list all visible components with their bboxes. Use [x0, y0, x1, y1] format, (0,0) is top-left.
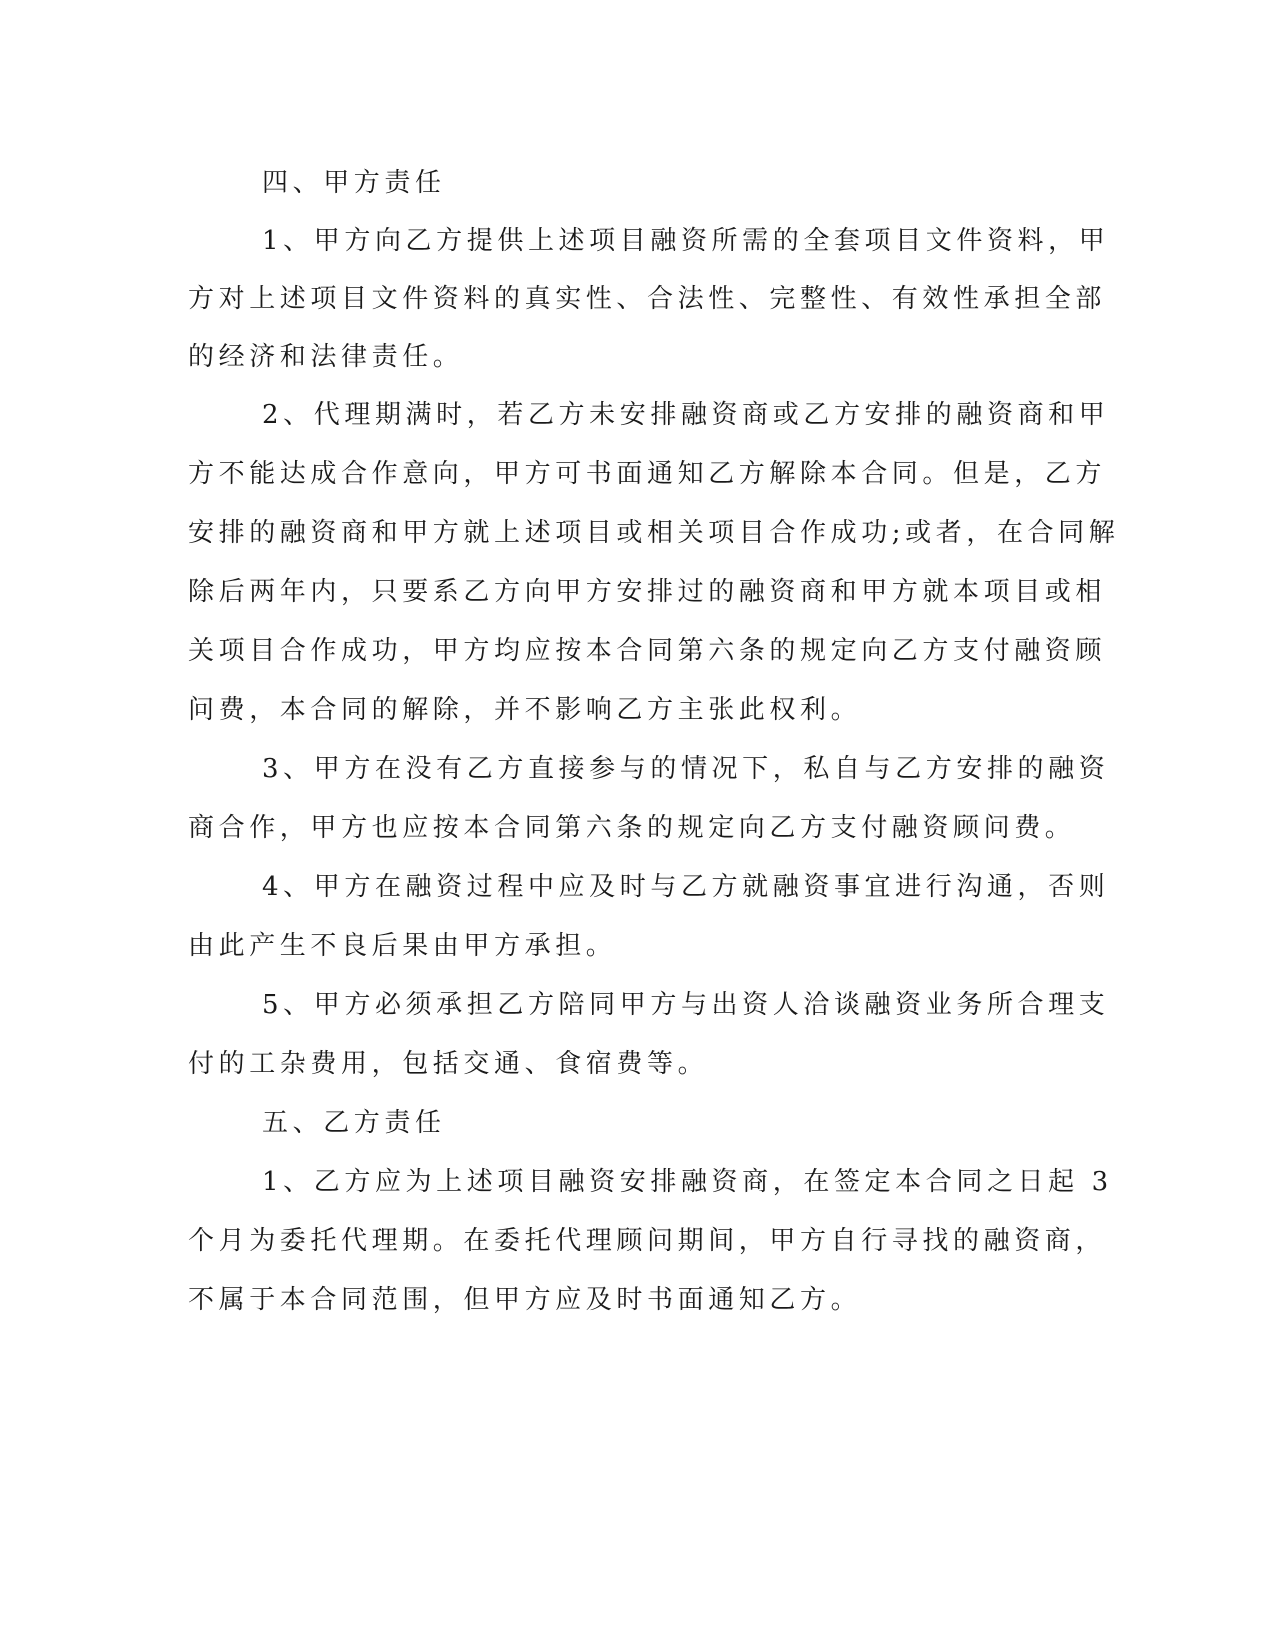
paragraph-line: 由此产生不良后果由甲方承担。	[188, 931, 617, 961]
paragraph-line: 方不能达成合作意向，甲方可书面通知乙方解除本合同。但是，乙方	[188, 459, 1107, 489]
paragraph-line: 安排的融资商和甲方就上述项目或相关项目合作成功;或者，在合同解	[188, 518, 1120, 548]
section-heading-party-b-responsibilities: 五、乙方责任	[262, 1108, 446, 1138]
paragraph-line: 5、甲方必须承担乙方陪同甲方与出资人洽谈融资业务所合理支	[262, 990, 1110, 1020]
paragraph-line: 问费，本合同的解除，并不影响乙方主张此权利。	[188, 695, 862, 725]
section-heading-party-a-responsibilities: 四、甲方责任	[262, 168, 446, 198]
paragraph-line: 方对上述项目文件资料的真实性、合法性、完整性、有效性承担全部	[188, 284, 1107, 314]
paragraph-line: 个月为委托代理期。在委托代理顾问期间，甲方自行寻找的融资商，	[188, 1226, 1107, 1256]
paragraph-line: 不属于本合同范围，但甲方应及时书面通知乙方。	[188, 1285, 862, 1315]
paragraph-line: 除后两年内，只要系乙方向甲方安排过的融资商和甲方就本项目或相	[188, 577, 1107, 607]
paragraph-line: 1、乙方应为上述项目融资安排融资商，在签定本合同之日起 3	[262, 1167, 1113, 1197]
paragraph-line: 3、甲方在没有乙方直接参与的情况下，私自与乙方安排的融资	[262, 754, 1110, 784]
paragraph-line: 的经济和法律责任。	[188, 342, 464, 372]
paragraph-line: 4、甲方在融资过程中应及时与乙方就融资事宜进行沟通，否则	[262, 872, 1110, 902]
paragraph-line: 付的工杂费用，包括交通、食宿费等。	[188, 1049, 709, 1079]
paragraph-line: 关项目合作成功，甲方均应按本合同第六条的规定向乙方支付融资顾	[188, 636, 1107, 666]
paragraph-line: 1、甲方向乙方提供上述项目融资所需的全套项目文件资料，甲	[262, 226, 1110, 256]
paragraph-line: 商合作，甲方也应按本合同第六条的规定向乙方支付融资顾问费。	[188, 813, 1076, 843]
paragraph-line: 2、代理期满时，若乙方未安排融资商或乙方安排的融资商和甲	[262, 400, 1110, 430]
